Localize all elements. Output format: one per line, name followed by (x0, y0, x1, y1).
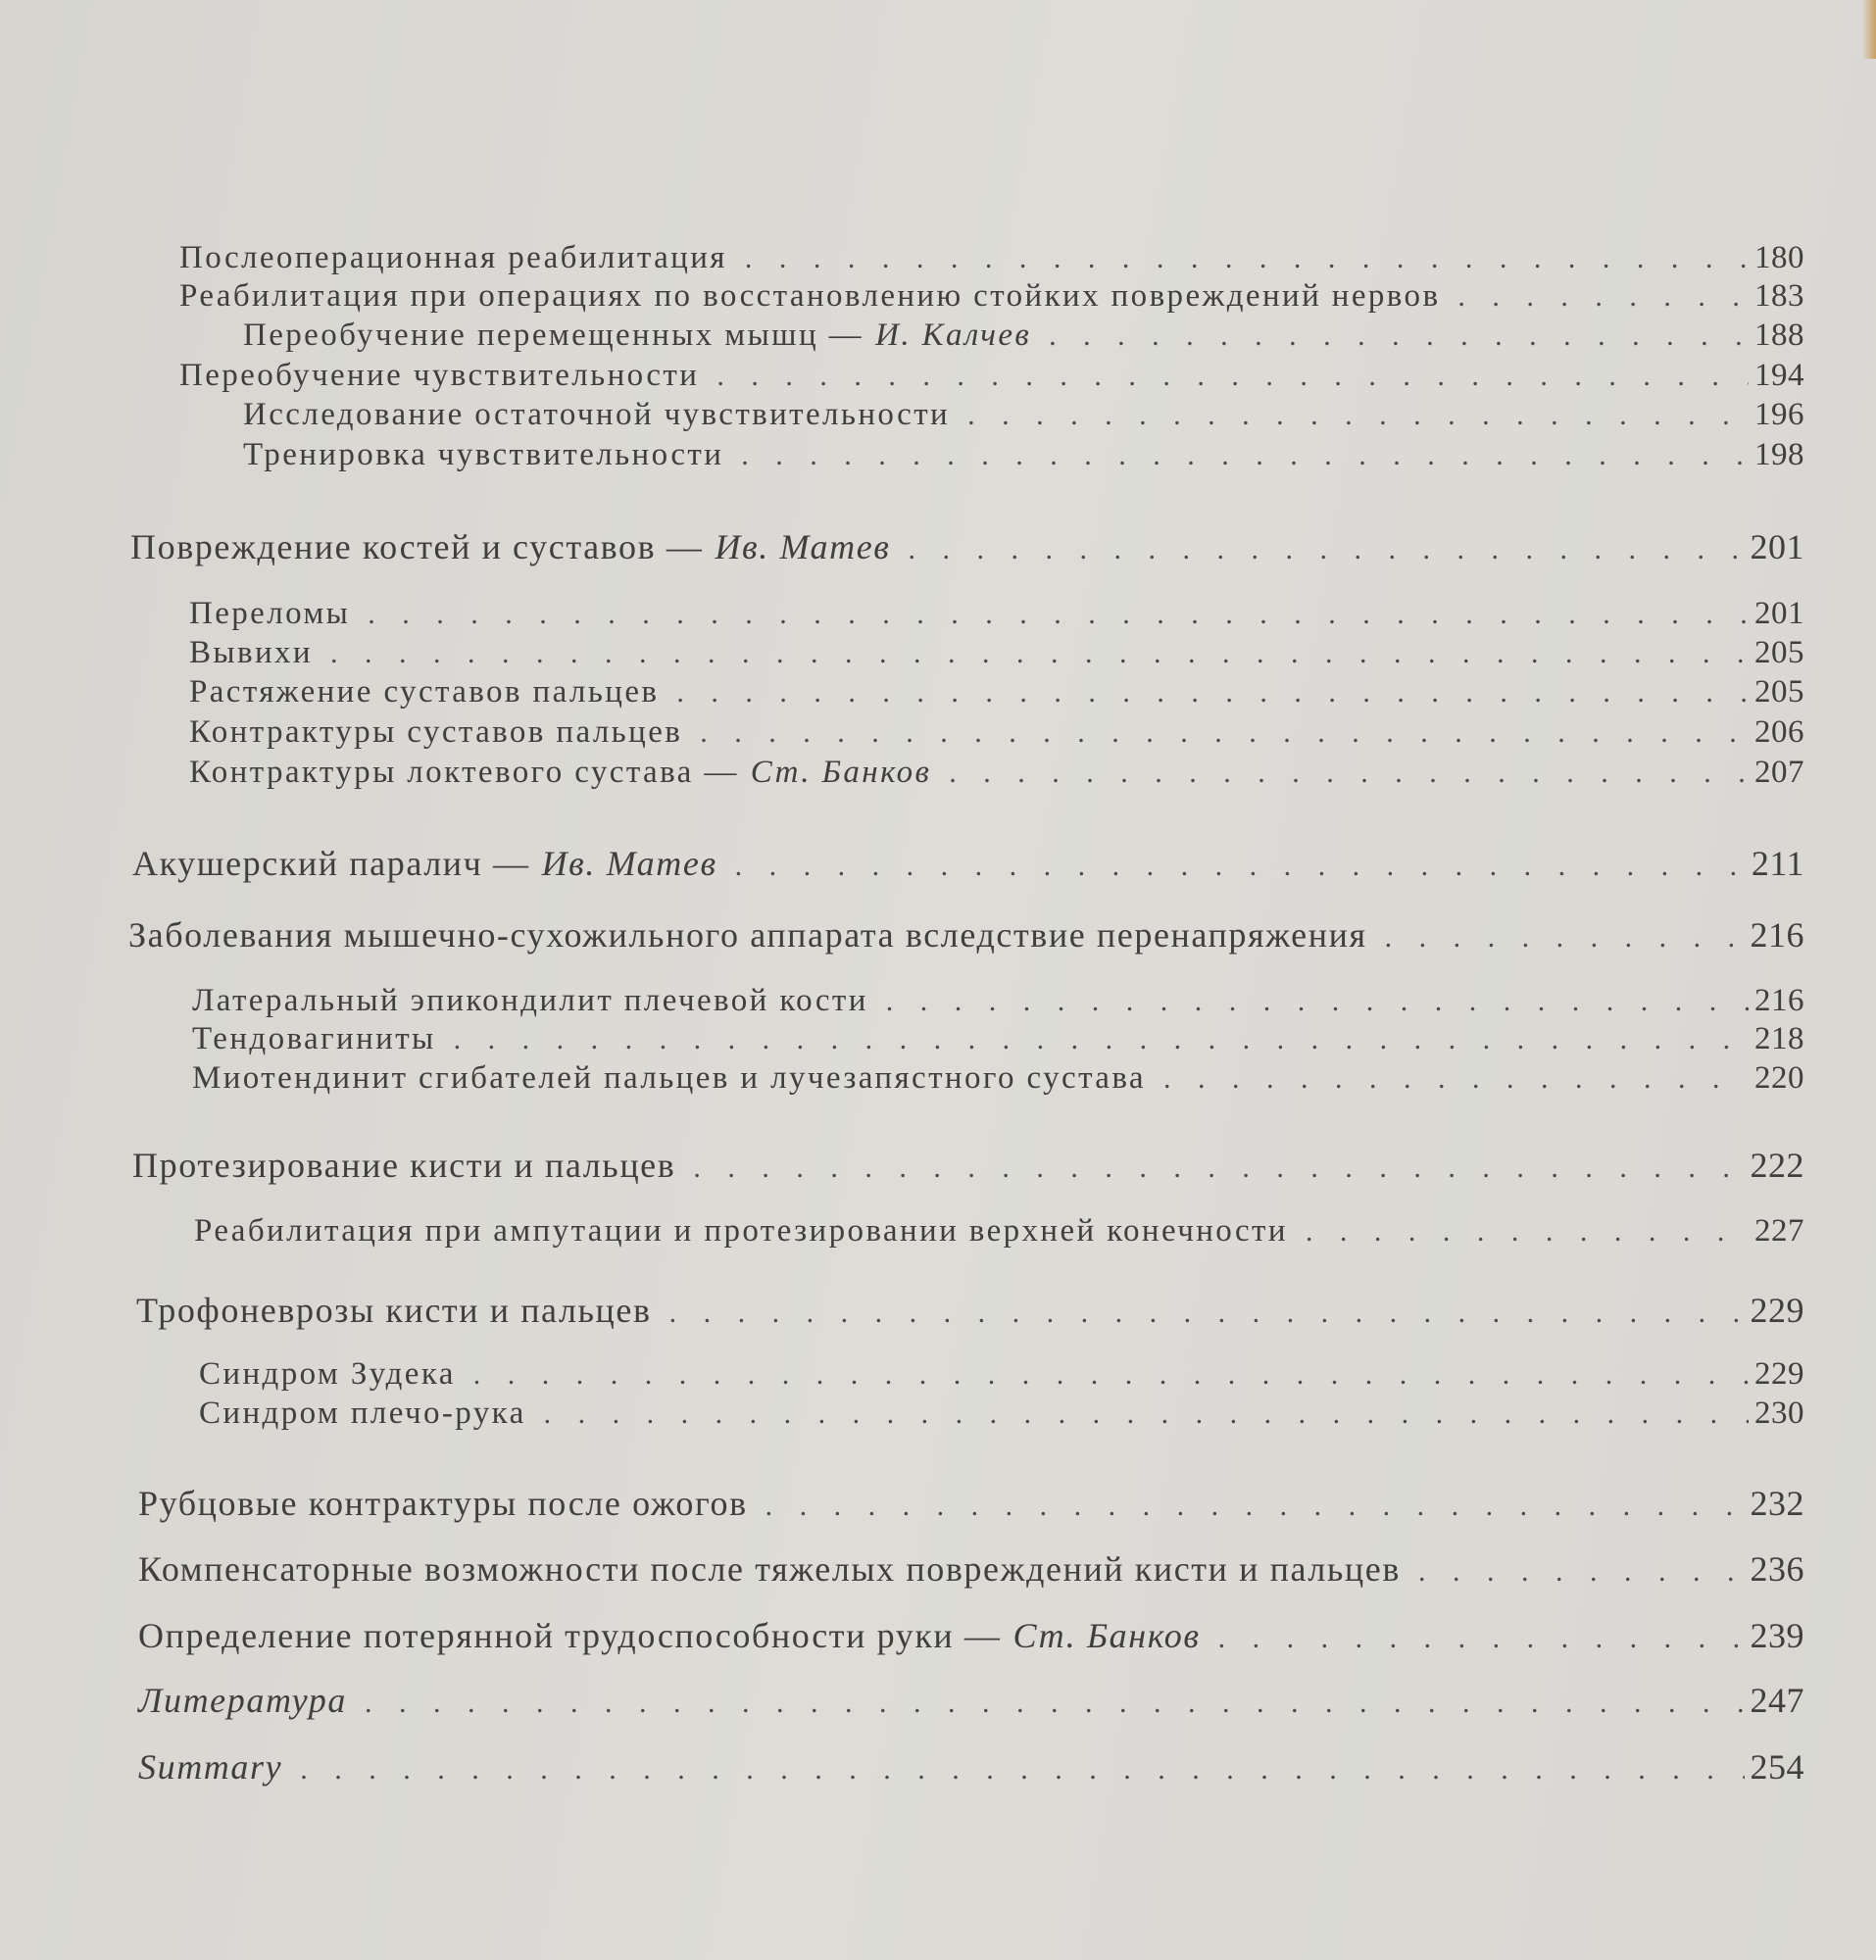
toc-section-author: Ст. Банков (1012, 1616, 1201, 1655)
toc-entry[interactable] (243, 437, 1804, 473)
toc-entry[interactable] (189, 755, 1804, 791)
toc-entry-title: Растяжение суставов пальцев (189, 674, 660, 710)
dot-leader (1306, 1215, 1749, 1249)
toc-page-number: 201 (1754, 596, 1804, 631)
toc-entry-title: Тендовагиниты (192, 1021, 436, 1056)
page-edge (1862, 0, 1876, 59)
toc-entry-title: Контрактуры суставов пальцев (189, 714, 683, 750)
dot-leader (368, 598, 1749, 631)
toc-entry[interactable] (179, 278, 1804, 315)
dot-leader (765, 1490, 1745, 1523)
toc-page-number: 222 (1750, 1146, 1804, 1185)
toc-page-number: 247 (1750, 1681, 1804, 1720)
toc-page-number: 201 (1750, 527, 1804, 566)
dot-leader (473, 1358, 1749, 1392)
dot-leader (300, 1753, 1744, 1787)
dot-leader (716, 360, 1749, 393)
toc-entry-title: Переобучение перемещенных мышц — (243, 318, 864, 353)
toc-section-title: Рубцовые контрактуры после ожогов (138, 1484, 748, 1523)
toc-section-title: Повреждение костей и суставов — (130, 527, 704, 566)
toc-page-number: 236 (1750, 1549, 1804, 1589)
dot-leader (949, 757, 1749, 790)
toc-page-number: 229 (1750, 1291, 1804, 1330)
dot-leader (886, 985, 1749, 1018)
toc-section[interactable] (138, 1548, 1804, 1590)
toc-entry-title: Вывихи (189, 635, 313, 670)
dot-leader (1163, 1062, 1749, 1096)
toc-entry-title: Переобучение чувствительности (179, 358, 700, 393)
toc-entry[interactable] (243, 318, 1804, 354)
dot-leader (700, 716, 1749, 750)
toc-page-number: 216 (1750, 915, 1804, 955)
toc-section[interactable] (132, 1145, 1804, 1186)
dot-leader (330, 637, 1749, 670)
toc-entry[interactable] (179, 240, 1804, 276)
dot-leader (1049, 319, 1749, 353)
toc-page-number: 211 (1751, 844, 1804, 883)
dot-leader (967, 399, 1749, 432)
toc-section-author: Ив. Матев (715, 527, 891, 566)
toc-page-number: 207 (1754, 755, 1804, 790)
toc-section-title: Трофоневрозы кисти и пальцев (136, 1291, 652, 1330)
toc-entry[interactable] (199, 1396, 1804, 1432)
dot-leader (909, 533, 1745, 566)
dot-leader (544, 1397, 1749, 1431)
toc-page-number: 230 (1754, 1396, 1804, 1431)
toc-entry-author: Ст. Банков (750, 755, 932, 790)
toc-entry[interactable] (189, 596, 1804, 632)
toc-section[interactable] (138, 1615, 1804, 1656)
dot-leader (1418, 1555, 1745, 1589)
dot-leader (676, 676, 1749, 710)
dot-leader (1385, 921, 1745, 955)
toc-section[interactable] (132, 843, 1804, 884)
toc-page-number: 183 (1754, 278, 1804, 314)
toc-entry-author: И. Калчев (875, 318, 1032, 353)
toc-entry[interactable] (179, 358, 1804, 394)
toc-section[interactable] (138, 1680, 1804, 1721)
toc-section[interactable] (128, 914, 1804, 956)
toc-page-number: 218 (1754, 1021, 1804, 1056)
toc-page-number: 180 (1754, 240, 1804, 275)
dot-leader (741, 439, 1749, 472)
toc-section-author: Ив. Матев (541, 844, 717, 883)
toc-page-number: 254 (1750, 1747, 1804, 1787)
dot-leader (1218, 1622, 1745, 1655)
dot-leader (745, 242, 1749, 275)
toc-section-title: Акушерский паралич — (132, 844, 530, 883)
toc-section[interactable] (138, 1483, 1804, 1524)
toc-entry-title: Латеральный эпикондилит плечевой кости (192, 983, 868, 1018)
toc-section-title: Заболевания мышечно-сухожильного аппарата вследствие перенапряжения (128, 915, 1367, 955)
toc-entry[interactable] (194, 1213, 1804, 1250)
toc-page-number: 188 (1754, 318, 1804, 353)
dot-leader (1457, 280, 1749, 314)
toc-section-title: Summary (138, 1747, 283, 1787)
toc-entry-title: Синдром Зудека (199, 1356, 456, 1392)
toc-section[interactable] (136, 1290, 1804, 1331)
toc-entry-title: Синдром плечо-рука (199, 1396, 526, 1431)
toc-page-number: 205 (1754, 674, 1804, 710)
toc-entry[interactable] (243, 397, 1804, 433)
toc-entry-title: Реабилитация при операциях по восстановлению стойких повреждений нервов (179, 278, 1441, 314)
toc-page-number: 229 (1754, 1356, 1804, 1392)
toc-entry-title: Миотендинит сгибателей пальцев и лучезапястного сустава (192, 1060, 1146, 1096)
toc-section[interactable] (130, 526, 1804, 567)
toc-section-title: Протезирование кисти и пальцев (132, 1146, 676, 1185)
toc-section-title: Литература (138, 1681, 347, 1720)
toc-entry[interactable] (189, 714, 1804, 751)
toc-entry-title: Переломы (189, 596, 351, 631)
toc-page-number: 227 (1754, 1213, 1804, 1249)
toc-page-number: 196 (1754, 397, 1804, 432)
toc-entry-title: Тренировка чувствительности (243, 437, 724, 472)
dot-leader (735, 850, 1746, 883)
toc-entry-title: Реабилитация при ампутации и протезировании верхней конечности (194, 1213, 1288, 1249)
dot-leader (669, 1297, 1745, 1330)
toc-entry-title: Исследование остаточной чувствительности (243, 397, 951, 432)
toc-entry[interactable] (189, 635, 1804, 671)
toc-section-title: Компенсаторные возможности после тяжелых повреждений кисти и пальцев (138, 1549, 1401, 1589)
toc-page-number: 220 (1754, 1060, 1804, 1096)
toc-entry[interactable] (192, 983, 1804, 1019)
toc-page-number: 194 (1754, 358, 1804, 393)
toc-section-title: Определение потерянной трудоспособности руки — (138, 1616, 1002, 1655)
toc-entry[interactable] (192, 1060, 1804, 1097)
toc-page-number: 216 (1754, 983, 1804, 1018)
dot-leader (454, 1023, 1749, 1056)
toc-page-number: 232 (1750, 1484, 1804, 1523)
dot-leader (693, 1152, 1744, 1185)
toc-section[interactable] (138, 1746, 1804, 1788)
dot-leader (365, 1687, 1745, 1720)
toc-page-number: 205 (1754, 635, 1804, 670)
toc-entry-title: Послеоперационная реабилитация (179, 240, 727, 275)
toc-page-number: 198 (1754, 437, 1804, 472)
toc-entry[interactable] (199, 1356, 1804, 1393)
toc-entry[interactable] (192, 1021, 1804, 1057)
toc-entry-title: Контрактуры локтевого сустава — (189, 755, 739, 790)
toc-page-number: 206 (1754, 714, 1804, 750)
toc-page-number: 239 (1750, 1616, 1804, 1655)
toc-entry[interactable] (189, 674, 1804, 710)
